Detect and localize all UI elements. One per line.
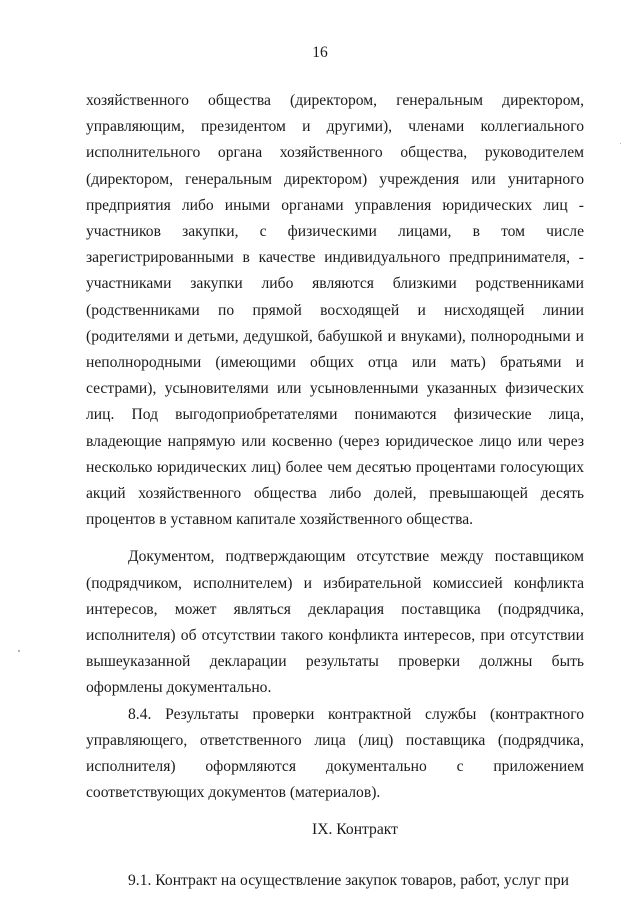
document-body: [86, 88, 584, 894]
paragraph-8-4: 8.4. Результаты проверки контрактной службы (контрактного управляющего, ответственного лица (лиц) поставщика (подрядчика, исполнителя) оформляются документально с приложением соответствующих документов (материалов).: [86, 705, 584, 802]
scan-speck: [18, 650, 20, 652]
page-number: 16: [312, 44, 328, 61]
section-heading-contract: IX. Контракт: [312, 821, 398, 839]
paragraph-conflict-declaration: Документом, подтверждающим отсутствие между поставщиком (подрядчиком, исполнителем) и избирательной комиссией конфликта интересов, может являться декларация поставщика (подрядчика, исполнителя) об отсутствии такого конфликта интересов, при отсутствии вышеуказанной декларации результаты проверки должны быть оформлены документально.: [86, 548, 584, 697]
paragraph-beneficiaries-continued: хозяйственного общества (директором, генеральным директором, управляющим, президентом и другими), членами коллегиального исполнительного органа хозяйственного общества, руководителем (директором, генеральным директором) учреждения или унитарного предприятия либо иными органами управления юридических лиц - участников закупки, с физическими лицами, в том числе зарегистрированными в качестве индивидуального предпринимателя, - участниками закупки либо являются близкими родственниками (родственниками по прямой восходящей и нисходящей линии (родителями и детьми, дедушкой, бабушкой и внуками), полнородными и неполнородными (имеющими общих отца или мать) братьями и сестрами), усыновителями или усыновленными указанных физических лиц. Под выгодоприобретателями понимаются физические лица, владеющие напрямую или косвенно (через юридическое лицо или через несколько юридических лиц) более чем десятью процентами голосующих акций хозяйственного общества либо долей, превышающей десять процентов в уставном капитале хозяйственного общества.: [86, 92, 584, 529]
paragraph-9-1: 9.1. Контракт на осуществление закупок товаров, работ, услуг при: [128, 871, 569, 889]
scan-speck-right: [620, 143, 621, 144]
